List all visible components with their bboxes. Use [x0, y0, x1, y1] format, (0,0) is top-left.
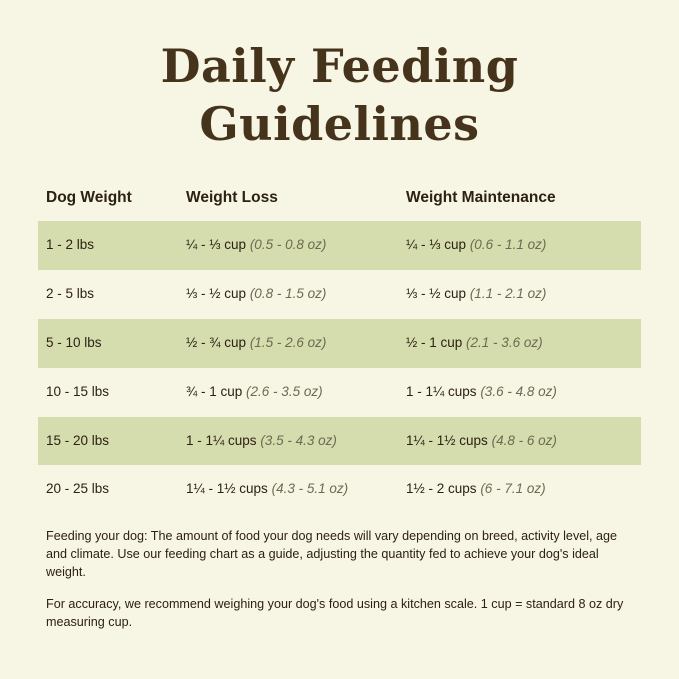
cell-dog-weight: 10 - 15 lbs [46, 383, 110, 399]
table-row [42, 221, 637, 270]
cell-dog-weight: 2 - 5 lbs [46, 285, 95, 301]
column-header-weight-loss: Weight Loss [186, 189, 278, 206]
cell-weight-maintenance [406, 221, 637, 270]
feeding-table-head [42, 189, 637, 221]
cell-weight-loss [186, 319, 406, 368]
feeding-note: Feeding your dog: The amount of food your dog needs will vary depending on breed, activity level, age and climate. Use our feeding chart as a guide, adjusting the quantity fed to achieve your dog's ideal weight. [46, 529, 618, 579]
column-header-dog-weight: Dog Weight [46, 189, 132, 206]
cell-weight-loss-oz: (3.5 - 4.3 oz) [260, 432, 337, 448]
cell-weight-maintenance-oz: (1.1 - 2.1 oz) [469, 285, 547, 301]
table-row [42, 270, 637, 319]
cell-weight-loss-oz: (1.5 - 2.6 oz) [249, 334, 327, 350]
cell-weight-loss [186, 270, 406, 319]
cell-weight-loss [186, 417, 406, 466]
cell-weight-loss [186, 465, 406, 514]
page-title [0, 0, 679, 153]
cell-weight-loss-amount: ⅓ - ½ cup [186, 285, 247, 301]
cell-dog-weight: 15 - 20 lbs [42, 417, 186, 466]
cell-weight-maintenance-oz: (3.6 - 4.8 oz) [480, 383, 557, 399]
cell-weight-maintenance [406, 417, 637, 466]
accuracy-note: For accuracy, we recommend weighing your dog's food using a kitchen scale. 1 cup = standard 8 oz dry measuring cup. [46, 596, 624, 629]
cell-weight-loss [186, 221, 406, 270]
cell-dog-weight: 1 - 2 lbs [42, 221, 186, 270]
cell-weight-maintenance [406, 465, 637, 514]
cell-weight-maintenance [406, 368, 637, 417]
cell-dog-weight: 20 - 25 lbs [46, 481, 110, 497]
cell-weight-maintenance-oz: (6 - 7.1 oz) [480, 481, 546, 497]
cell-weight-loss-oz: (4.3 - 5.1 oz) [271, 481, 349, 497]
cell-weight-maintenance-amount: ½ - 1 cup [406, 334, 463, 350]
cell-weight-maintenance-amount: ¼ - ⅓ cup [406, 237, 467, 252]
table-row [42, 319, 637, 368]
feeding-table [42, 189, 637, 514]
feeding-table-body [42, 221, 637, 514]
cell-dog-weight: 5 - 10 lbs [42, 319, 186, 368]
table-row [42, 417, 637, 466]
cell-weight-loss-amount: ¼ - ⅓ cup [186, 237, 247, 252]
cell-weight-maintenance-amount: 1½ - 2 cups [406, 481, 477, 497]
cell-weight-maintenance [406, 319, 637, 368]
cell-weight-maintenance-oz: (0.6 - 1.1 oz) [469, 237, 547, 252]
cell-weight-loss-oz: (2.6 - 3.5 oz) [246, 383, 323, 399]
page-title-line-2: Guidelines [199, 96, 480, 151]
notes-section [0, 514, 679, 631]
cell-weight-maintenance-amount: ⅓ - ½ cup [406, 285, 467, 301]
cell-weight-loss-amount: ½ - ¾ cup [186, 334, 247, 350]
cell-weight-loss-amount: 1¼ - 1½ cups [186, 481, 268, 497]
cell-weight-loss [186, 368, 406, 417]
cell-weight-maintenance-amount: 1 - 1¼ cups [406, 383, 477, 399]
feeding-table-wrapper [0, 189, 679, 514]
cell-weight-loss-oz: (0.5 - 0.8 oz) [249, 237, 327, 252]
cell-weight-maintenance-oz: (4.8 - 6 oz) [491, 432, 557, 448]
table-header-row [42, 189, 637, 221]
cell-weight-maintenance [406, 270, 637, 319]
cell-weight-maintenance-amount: 1¼ - 1½ cups [406, 432, 488, 448]
cell-weight-loss-amount: 1 - 1¼ cups [186, 432, 257, 448]
cell-weight-loss-oz: (0.8 - 1.5 oz) [249, 285, 327, 301]
cell-weight-maintenance-oz: (2.1 - 3.6 oz) [466, 334, 543, 350]
page-title-line-1: Daily Feeding [160, 39, 519, 93]
cell-weight-loss-amount: ¾ - 1 cup [186, 383, 243, 399]
table-row [42, 368, 637, 417]
table-row [42, 465, 637, 514]
column-header-weight-maintenance: Weight Maintenance [406, 189, 556, 206]
